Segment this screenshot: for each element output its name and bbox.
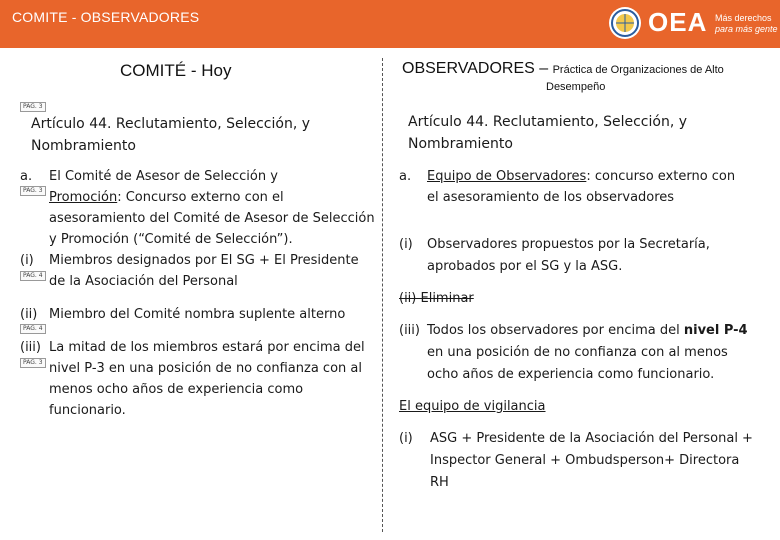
team-marker: (i) xyxy=(399,431,413,446)
left-a-marker: a. xyxy=(20,169,33,184)
promocion-link[interactable]: Promoción xyxy=(49,190,118,205)
right-iii-line1: Todos los observadores por encima del nivel P-4 xyxy=(427,323,748,338)
team-heading-link[interactable]: El equipo de vigilancia xyxy=(399,399,546,414)
right-iii-line3: ocho años de experiencia como funcionario. xyxy=(427,367,715,382)
right-article-title xyxy=(408,111,687,155)
right-heading-line2: Desempeño xyxy=(546,81,606,93)
right-i-marker: (i) xyxy=(399,237,413,252)
left-ii-marker: (ii) xyxy=(20,307,38,322)
page-tag: PAG. 3 xyxy=(20,102,46,112)
right-iii-line2: en una posición de no confianza con al menos xyxy=(427,345,728,360)
left-iii-marker: (iii) xyxy=(20,340,41,355)
team-line2: Inspector General + Ombudsperson+ Directora xyxy=(430,453,740,468)
left-article-title-line1: Artículo 44. Reclutamiento, Selección, y xyxy=(31,116,311,132)
page-tag: PAG. 4 xyxy=(20,271,46,281)
right-i-line1: Observadores propuestos por la Secretaría, xyxy=(427,237,710,252)
oea-logo xyxy=(600,0,780,48)
left-iii-line1: La mitad de los miembros estará por encima del xyxy=(49,340,365,355)
right-a-line2: el asesoramiento de los observadores xyxy=(427,190,675,205)
left-a-line1: El Comité de Asesor de Selección y xyxy=(49,169,278,184)
left-article-title xyxy=(31,113,310,157)
logo-text: OEA xyxy=(648,7,708,37)
right-ii-eliminated: (ii) Eliminar xyxy=(399,291,474,306)
page-tag: PAG. 3 xyxy=(20,186,46,196)
right-article-title-line1: Artículo 44. Reclutamiento, Selección, y xyxy=(408,114,688,130)
team-line1: ASG + Presidente de la Asociación del Personal + xyxy=(430,431,753,446)
page-tag: PAG. 3 xyxy=(20,358,46,368)
oea-seal-icon xyxy=(608,6,642,40)
left-a-line3: asesoramiento del Comité de Asesor de Selección xyxy=(49,211,375,226)
left-iii-line2: nivel P-3 en una posición de no confianza con al xyxy=(49,361,362,376)
right-iii-marker: (iii) xyxy=(399,323,420,338)
column-divider xyxy=(382,58,383,532)
equipo-observadores-link[interactable]: Equipo de Observadores xyxy=(427,169,587,184)
left-i-marker: (i) xyxy=(20,253,34,268)
left-i-line1: Miembros designados por El SG + El Presidente xyxy=(49,253,359,268)
right-a-marker: a. xyxy=(399,169,412,184)
left-ii-text: Miembro del Comité nombra suplente alterno xyxy=(49,307,346,322)
right-article-title-line2: Nombramiento xyxy=(408,136,513,152)
right-i-line2: aprobados por el SG y la ASG. xyxy=(427,259,623,274)
left-a-line2: Promoción: Concurso externo con el xyxy=(49,190,284,205)
left-iii-line4: funcionario. xyxy=(49,403,126,418)
team-line3: RH xyxy=(430,475,449,490)
page-title: COMITE - OBSERVADORES xyxy=(12,9,200,25)
logo-tagline-1: Más derechos xyxy=(715,13,772,23)
page-tag: PAG. 4 xyxy=(20,324,46,334)
left-i-line2: de la Asociación del Personal xyxy=(49,274,238,289)
left-article-title-line2: Nombramiento xyxy=(31,138,136,154)
logo-tagline-2: para más gente xyxy=(715,24,778,34)
right-a-line1: Equipo de Observadores: concurso externo con xyxy=(427,169,736,184)
left-heading: COMITÉ - Hoy xyxy=(120,61,232,80)
left-a-line4: y Promoción (“Comité de Selección”). xyxy=(49,232,293,247)
left-iii-line3: menos ocho años de experiencia como xyxy=(49,382,304,397)
header-bar xyxy=(0,0,780,48)
right-heading: OBSERVADORES – Práctica de Organizaciones de Alto xyxy=(402,60,724,77)
